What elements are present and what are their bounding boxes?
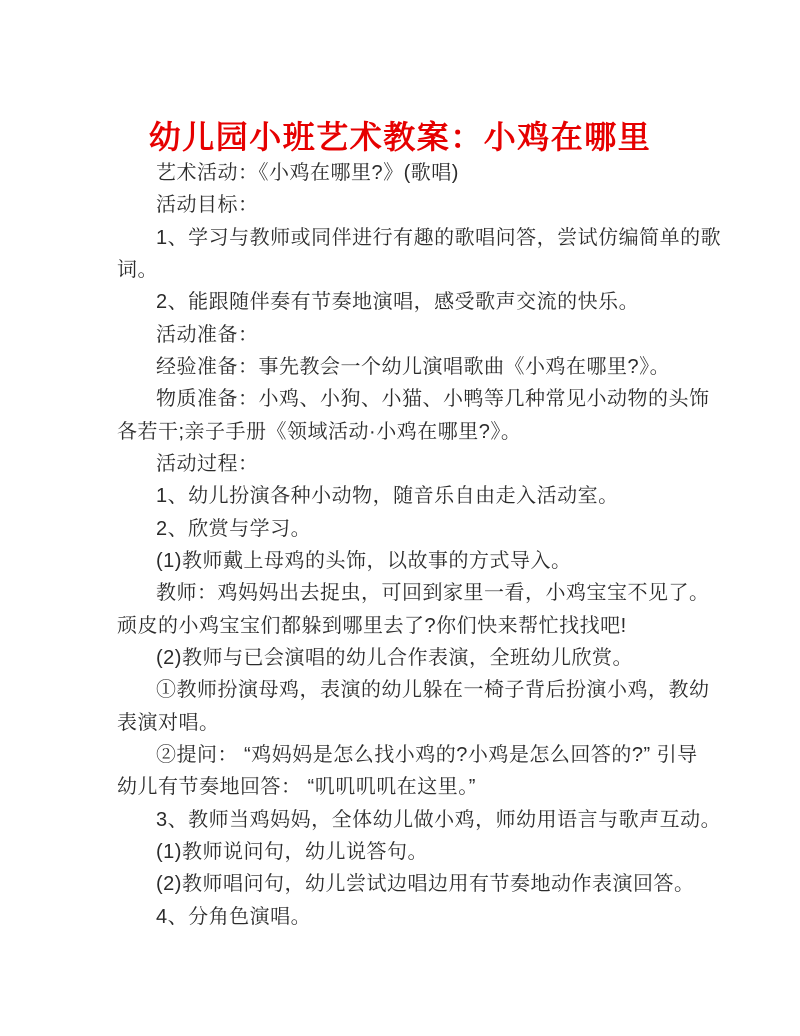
text-line: (2)教师与已会演唱的幼儿合作表演，全班幼儿欣赏。 [156, 646, 633, 669]
text-line-continuation: 词。 [117, 258, 158, 281]
text-line-continuation: 顽皮的小鸡宝宝们都躲到哪里去了?你们快来帮忙找找吧! [117, 614, 627, 637]
text-line: ②提问： “鸡妈妈是怎么找小鸡的?小鸡是怎么回答的?” 引导 [156, 743, 698, 766]
document-title: 幼儿园小班艺术教案：小鸡在哪里 [148, 119, 652, 156]
text-line: (2)教师唱问句，幼儿尝试边唱边用有节奏地动作表演回答。 [156, 873, 695, 896]
text-line: 2、能跟随伴奏有节奏地演唱，感受歌声交流的快乐。 [156, 291, 640, 314]
text-line: 2、欣赏与学习。 [156, 517, 312, 540]
text-line: 1、学习与教师或同伴进行有趣的歌唱问答，尝试仿编简单的歌 [156, 226, 722, 249]
text-line: 1、幼儿扮演各种小动物，随音乐自由走入活动室。 [156, 485, 619, 508]
text-line: (1)教师说问句，幼儿说答句。 [156, 840, 428, 863]
text-line-continuation: 表演对唱。 [117, 711, 220, 734]
text-line: 艺术活动：《小鸡在哪里?》(歌唱) [156, 162, 459, 184]
text-line: 活动准备： [156, 323, 259, 346]
text-line: ①教师扮演母鸡，表演的幼儿躲在一椅子背后扮演小鸡，教幼 [156, 679, 710, 702]
text-line: 教师：鸡妈妈出去捉虫，可回到家里一看，小鸡宝宝不见了。 [156, 582, 710, 605]
text-line: 3、教师当鸡妈妈，全体幼儿做小鸡，师幼用语言与歌声互动。 [156, 808, 722, 831]
text-line: 4、分角色演唱。 [156, 905, 312, 928]
text-line-continuation: 幼儿有节奏地回答： “叽叽叽叽在这里。” [117, 776, 476, 799]
text-line: 经验准备：事先教会一个幼儿演唱歌曲《小鸡在哪里?》。 [156, 355, 671, 378]
text-line-continuation: 各若干;亲子手册《领域活动·小鸡在哪里?》。 [117, 420, 522, 443]
text-line: 活动过程： [156, 452, 259, 475]
text-line: 物质准备：小鸡、小狗、小猫、小鸭等几种常见小动物的头饰 [156, 388, 710, 411]
text-line: 活动目标： [156, 194, 259, 217]
document-body [117, 157, 722, 933]
text-line: (1)教师戴上母鸡的头饰，以故事的方式导入。 [156, 549, 572, 572]
